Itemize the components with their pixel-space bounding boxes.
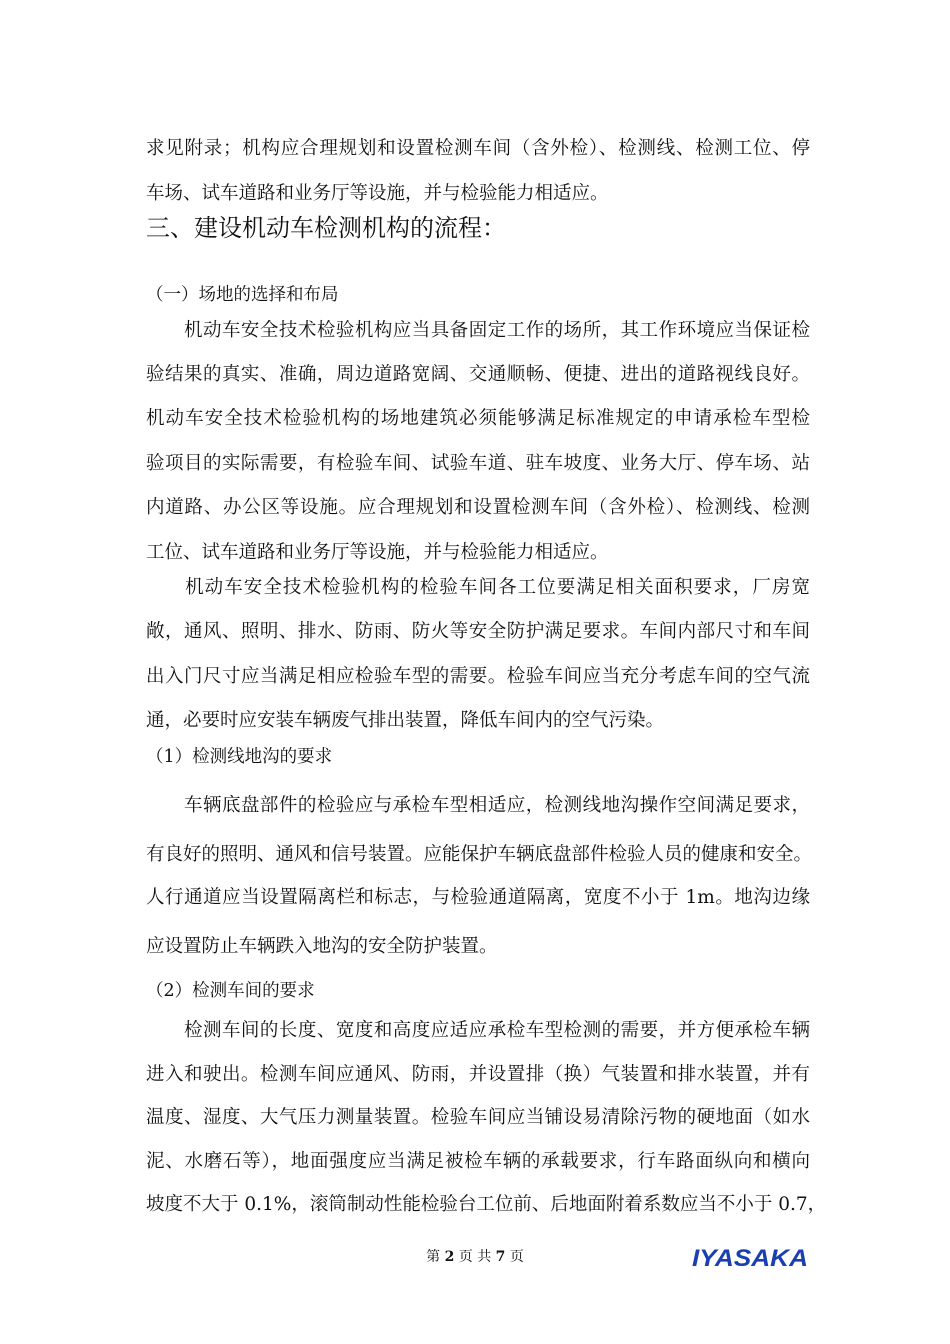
body-line: 进入和驶出。检测车间应通风、防雨，并设置排（换）气装置和排水装置，并有 <box>146 1064 810 1085</box>
body-line: 人行通道应当设置隔离栏和标志，与检验通道隔离，宽度不小于 1m。地沟边缘 <box>146 887 810 908</box>
body-line: 通，必要时应安装车辆废气排出装置，降低车间内的空气污染。 <box>146 710 665 731</box>
footer-prefix: 第 <box>426 1249 441 1265</box>
section-heading: 三、建设机动车检测机构的流程： <box>146 214 506 242</box>
body-line: 检测车间的长度、宽度和高度应适应承检车型检测的需要，并方便承检车辆 <box>146 1020 810 1041</box>
subsection-title: （2）检测车间的要求 <box>146 981 315 1001</box>
iyasaka-logo <box>690 1244 810 1270</box>
body-line: 泥、水磨石等），地面强度应当满足被检车辆的承载要求，行车路面纵向和横向 <box>146 1151 810 1172</box>
body-line: 温度、湿度、大气压力测量装置。检验车间应当铺设易清除污物的硬地面（如水 <box>146 1107 810 1128</box>
body-line: 敞，通风、照明、排水、防雨、防火等安全防护满足要求。车间内部尺寸和车间 <box>146 621 810 642</box>
subsection-title: （1）检测线地沟的要求 <box>146 747 333 767</box>
body-line: 机动车安全技术检验机构应当具备固定工作的场所，其工作环境应当保证检 <box>146 320 810 341</box>
body-line: 求见附录；机构应合理规划和设置检测车间（含外检）、检测线、检测工位、停 <box>146 138 810 159</box>
body-line: 车场、试车道路和业务厅等设施，并与检验能力相适应。 <box>146 183 609 204</box>
body-line: 内道路、办公区等设施。应合理规划和设置检测车间（含外检）、检测线、检测 <box>146 497 810 518</box>
body-line: 验结果的真实、准确，周边道路宽阔、交通顺畅、便捷、进出的道路视线良好。 <box>146 364 810 385</box>
footer-suffix: 页 <box>509 1249 524 1265</box>
body-line: 出入门尺寸应当满足相应检验车型的需要。检验车间应当充分考虑车间的空气流 <box>146 666 810 687</box>
footer-middle: 页 共 <box>458 1249 492 1265</box>
total-pages-number: 7 <box>495 1249 506 1265</box>
body-line: 有良好的照明、通风和信号装置。应能保护车辆底盘部件检验人员的健康和安全。 <box>146 844 813 865</box>
body-line: 坡度不大于 0.1%，滚筒制动性能检验台工位前、后地面附着系数应当不小于 0.7， <box>146 1194 827 1215</box>
body-line: 工位、试车道路和业务厅等设施，并与检验能力相适应。 <box>146 542 609 563</box>
body-line: 验项目的实际需要，有检验车间、试验车道、驻车坡度、业务大厅、停车场、站 <box>146 453 810 474</box>
body-line: 车辆底盘部件的检验应与承检车型相适应，检测线地沟操作空间满足要求， <box>146 795 810 816</box>
body-line: 机动车安全技术检验机构的场地建筑必须能够满足标准规定的申请承检车型检 <box>146 408 810 429</box>
body-line: 机动车安全技术检验机构的检验车间各工位要满足相关面积要求，厂房宽 <box>146 577 810 598</box>
body-line: 应设置防止车辆跌入地沟的安全防护装置。 <box>146 936 498 957</box>
logo-wordmark: IYASAKA <box>692 1245 808 1270</box>
subsection-title: （一）场地的选择和布局 <box>146 285 339 305</box>
current-page-number: 2 <box>444 1249 455 1265</box>
